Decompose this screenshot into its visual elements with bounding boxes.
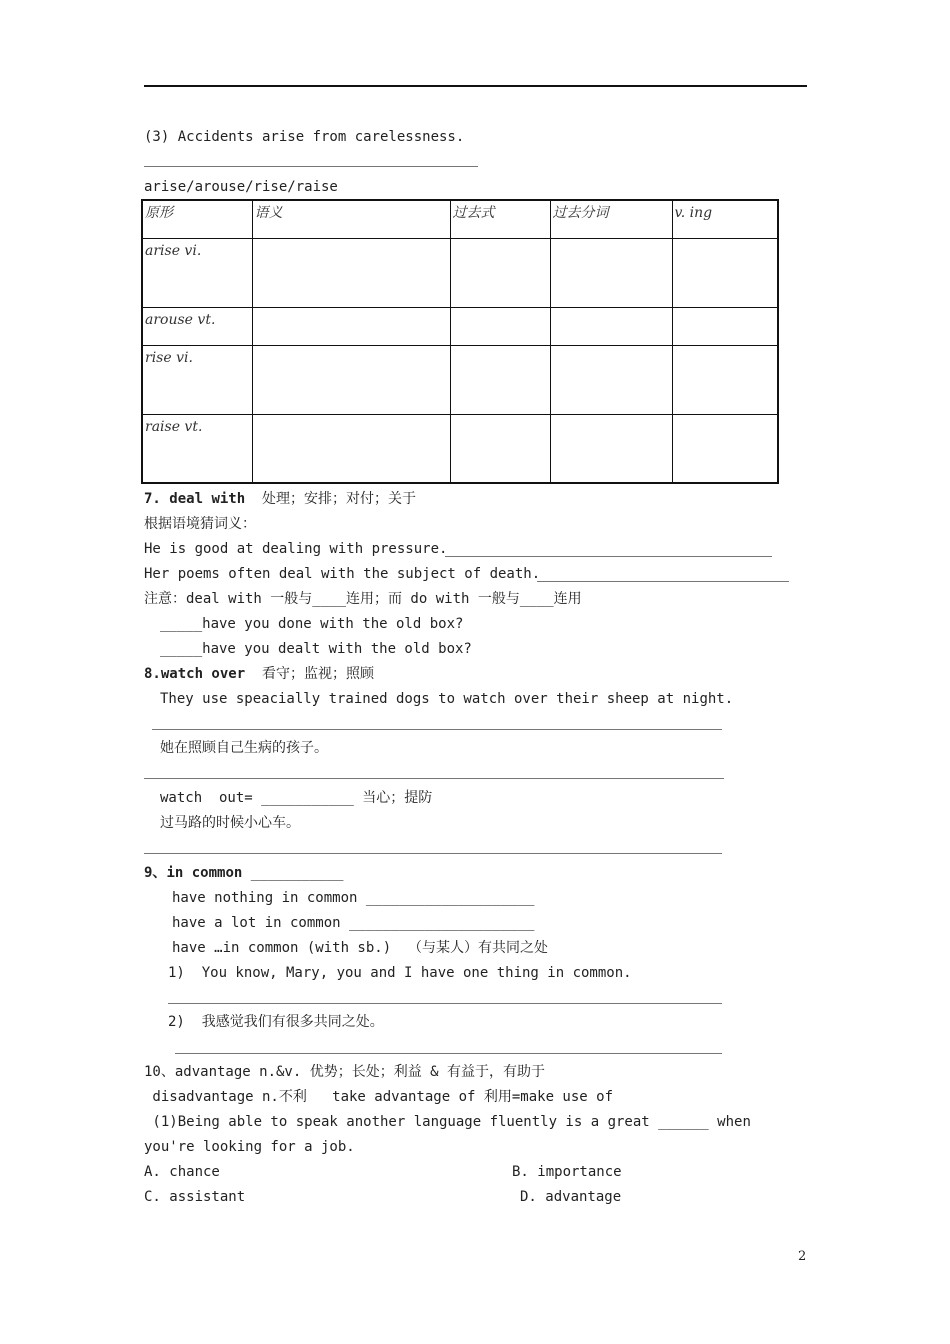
chinese-prompt: 她在照顾自己生病的孩子。: [160, 740, 328, 756]
answer-line: [144, 778, 724, 779]
section-10-heading: 10、advantage n.&v. 优势；长处；利益 & 有益于，有助于: [144, 1064, 546, 1080]
table-row: [142, 414, 778, 483]
watch-out-line: watch out= ___________ 当心；提防: [160, 790, 433, 806]
section-7-heading: 7. deal with 处理；安排；对付；关于: [144, 491, 417, 507]
example-sentence-3: (3) Accidents arise from carelessness.: [144, 129, 465, 145]
option-b[interactable]: B. importance: [512, 1164, 622, 1180]
phrase-line: have nothing in common ____________________: [172, 890, 535, 906]
table-header: 过去分词: [550, 200, 672, 238]
table-cell: rise vi.: [142, 345, 252, 414]
table-row: [142, 307, 778, 345]
question: 1) You know, Mary, you and I have one thing in common.: [168, 965, 632, 981]
chinese-prompt: 过马路的时候小心车。: [160, 815, 300, 831]
question: _____have you done with the old box?: [160, 616, 464, 632]
table-row: [142, 238, 778, 307]
top-rule: [144, 85, 807, 87]
table-header: 语义: [252, 200, 450, 238]
example-sentence: He is good at dealing with pressure.: [144, 541, 448, 557]
answer-line: [168, 1003, 722, 1004]
table-header: 过去式: [450, 200, 550, 238]
table-cell: arise vi.: [142, 238, 252, 307]
section-9-heading: 9、in common ___________: [144, 865, 344, 881]
question-continued: you're looking for a job.: [144, 1139, 355, 1155]
phrase-line: have …in common (with sb.) （与某人）有共同之处: [172, 940, 549, 956]
option-d[interactable]: D. advantage: [520, 1189, 622, 1205]
answer-line: [537, 581, 789, 582]
note-text: 注意：deal with 一般与____连用；而 do with 一般与____连用: [144, 591, 582, 607]
table-cell: raise vt.: [142, 414, 252, 483]
phrase-line: disadvantage n.不利 take advantage of 利用=make use of: [144, 1089, 614, 1105]
verb-forms-table: [141, 199, 779, 484]
table-header: 原形: [142, 200, 252, 238]
answer-line: [152, 729, 722, 730]
question: _____have you dealt with the old box?: [160, 641, 472, 657]
example-sentence: They use speacially trained dogs to watch over their sheep at night.: [160, 691, 734, 707]
page-number: 2: [798, 1249, 807, 1264]
phrase-line: have a lot in common ______________________: [172, 915, 535, 931]
option-a[interactable]: A. chance: [144, 1164, 220, 1180]
word-group: arise/arouse/rise/raise: [144, 179, 338, 195]
answer-line: [445, 556, 772, 557]
table-header: v. ing: [672, 200, 778, 238]
question: (1)Being able to speak another language fluently is a great ______ when: [144, 1114, 751, 1130]
section-8-heading: 8.watch over 看守；监视；照顾: [144, 666, 375, 682]
question: 2) 我感觉我们有很多共同之处。: [168, 1014, 384, 1030]
answer-line: [144, 166, 478, 167]
table-row: [142, 345, 778, 414]
table-cell: arouse vt.: [142, 307, 252, 345]
option-c[interactable]: C. assistant: [144, 1189, 246, 1205]
guide-text: 根据语境猜词义：: [144, 516, 256, 532]
example-sentence: Her poems often deal with the subject of death.: [144, 566, 541, 582]
answer-line: [144, 853, 722, 854]
answer-line: [175, 1053, 722, 1054]
